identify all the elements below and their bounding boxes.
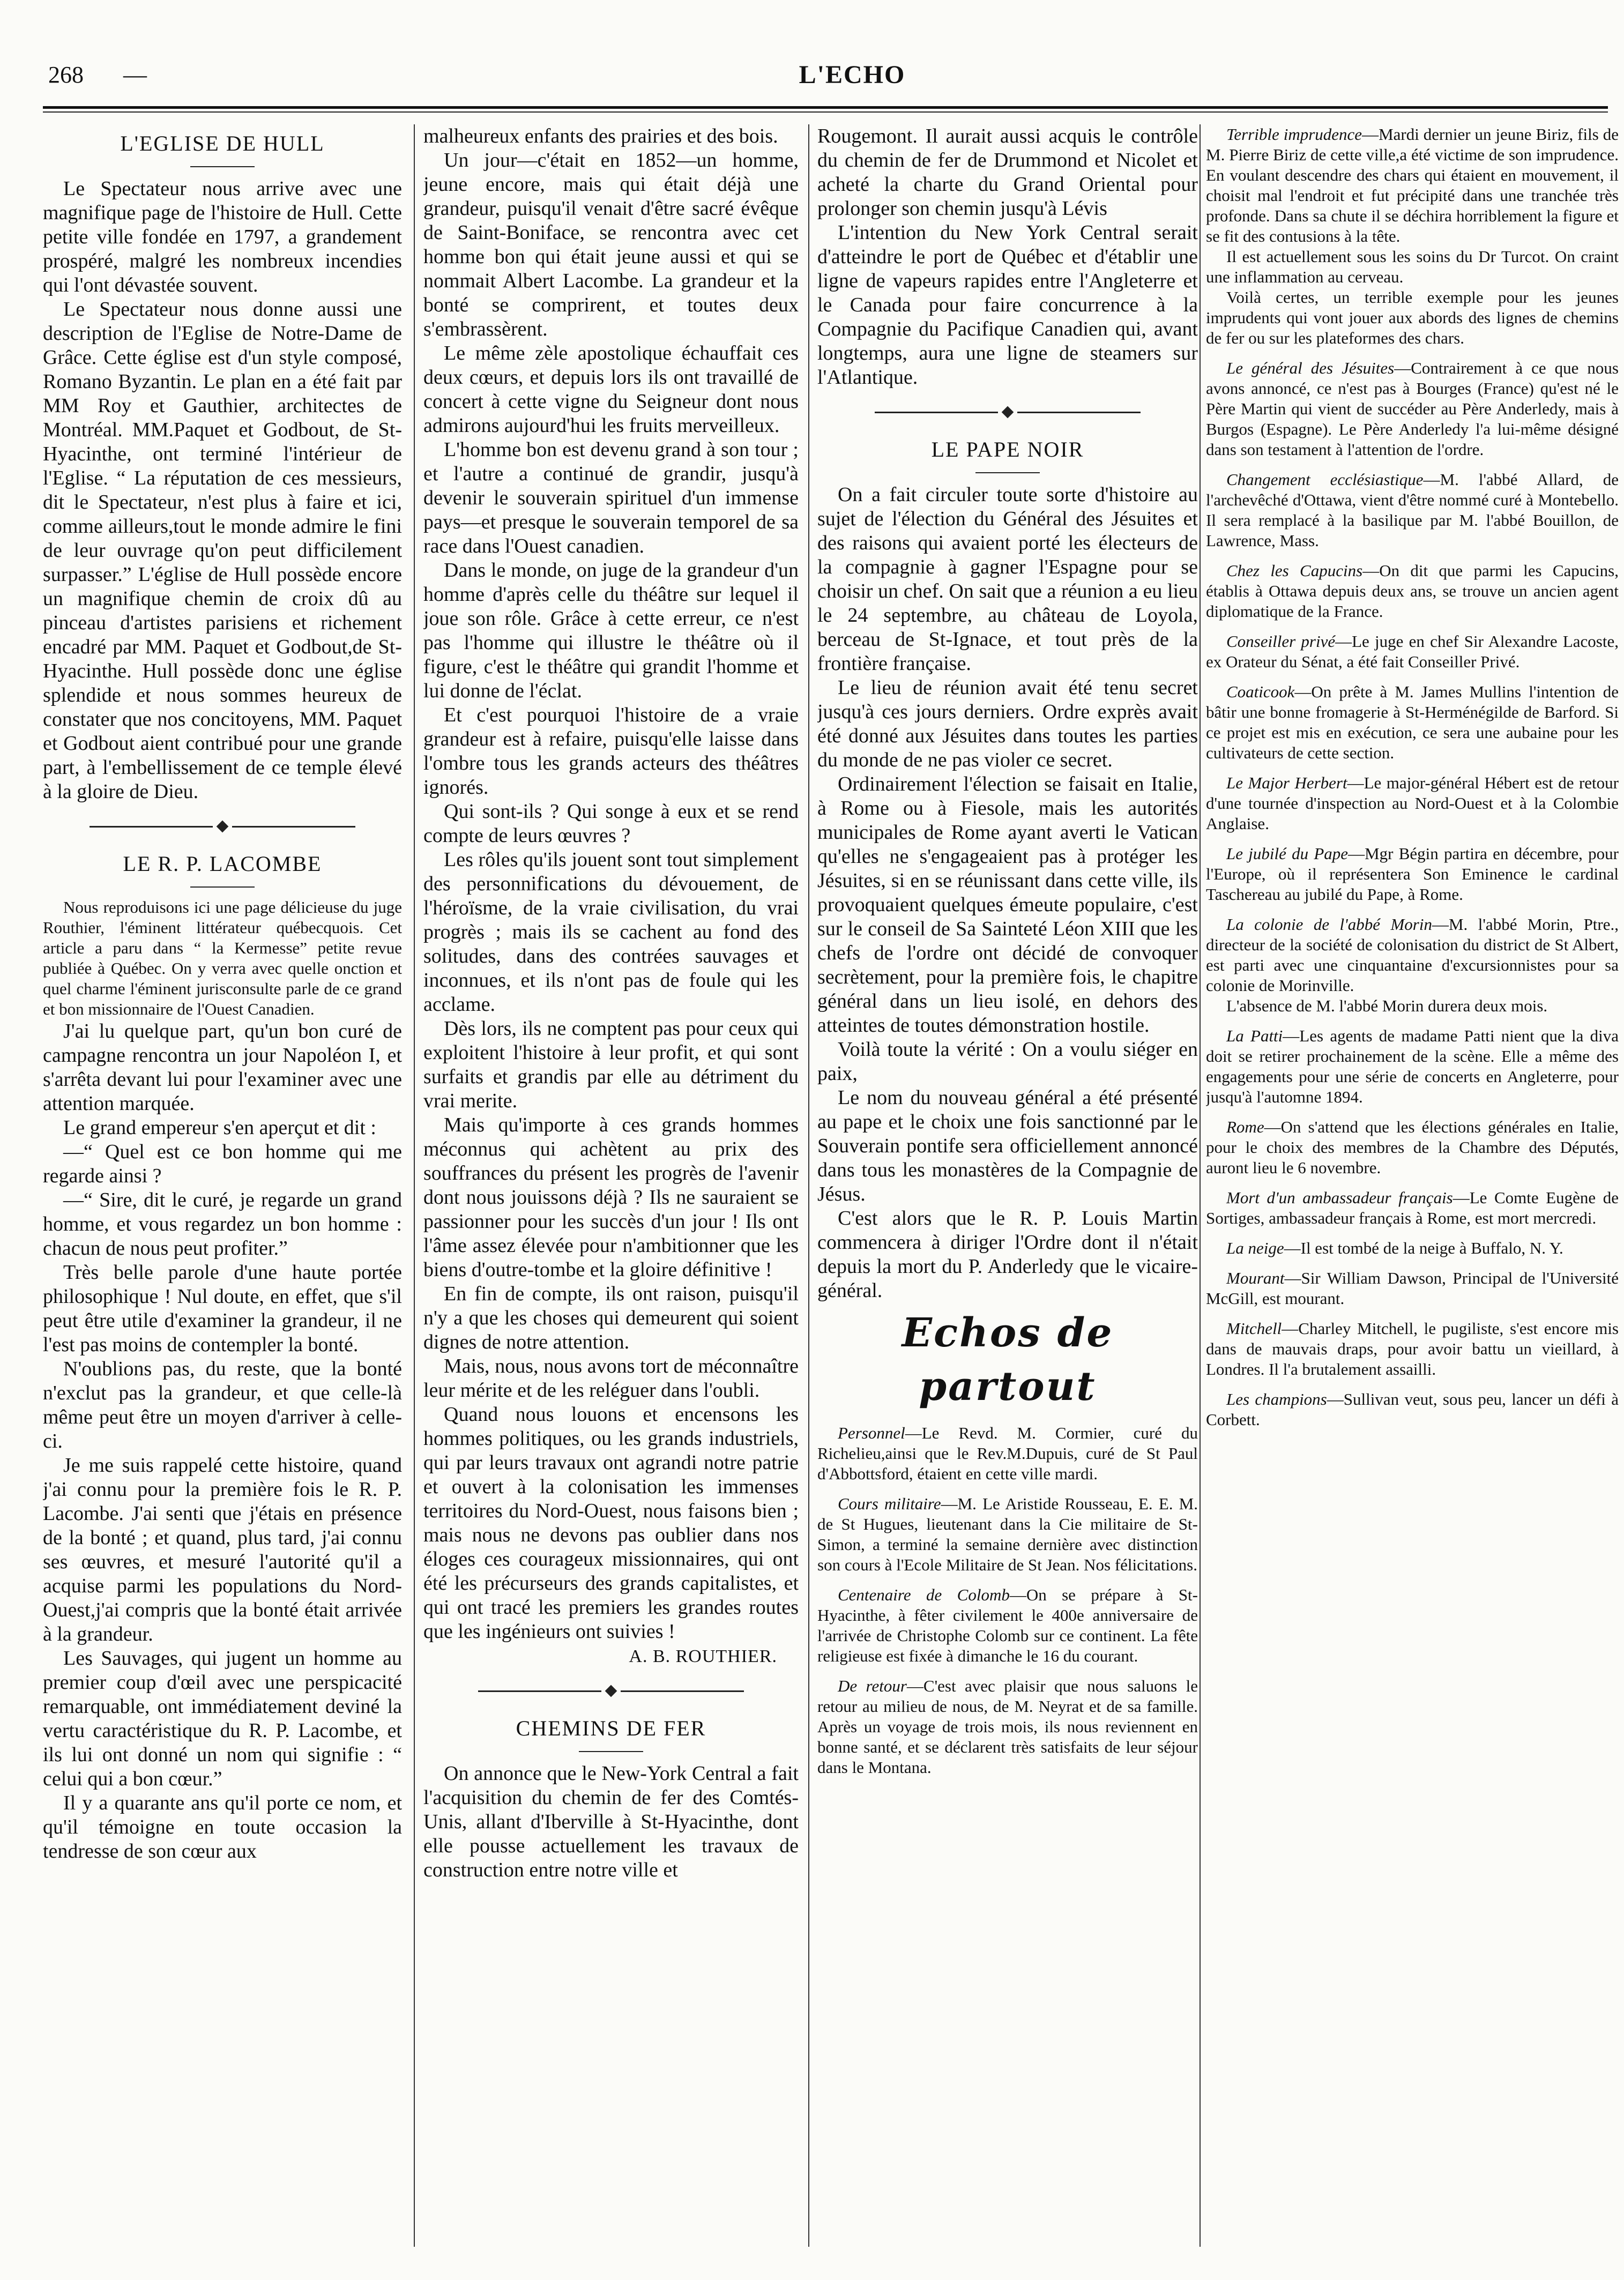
echos-title: Echos de partout: [902, 1310, 1114, 1410]
paragraph: Il y a quarante ans qu'il porte ce nom, et qu'il témoigne en toute occasion la tendresse de son cœur aux: [43, 1792, 402, 1862]
paragraph: On a fait circuler toute sorte d'histoire au sujet de l'élection du Général des Jésuites et des raisons qui avaient porté les électeurs de la compagnie à gagner l'Espagne pour se choisir un chef. On sait que a réunion a eu lieu le 24 septembre, au château de Loyola, berceau de St-Ignace, et tout près de la frontière française.: [817, 483, 1198, 675]
article-title-hull: L'EGLISE DE HULL: [120, 131, 325, 155]
news-item: La Patti—Les agents de madame Patti nient que la diva doit se retirer prochainement de la scène. Elle a même des engagements pour une série de concerts en Angleterre, pour jusqu'à l'automne 1894.: [1206, 1026, 1619, 1106]
paragraph: En fin de compte, ils ont raison, puisqu'il n'y a que les choses qui demeurent qui soient dignes de notre attention.: [423, 1283, 799, 1353]
header-rule-thin: [43, 111, 1608, 113]
paragraph: Le grand empereur s'en aperçut et dit :: [63, 1116, 376, 1139]
news-item: Coaticook—On prête à M. James Mullins l'intention de bâtir une bonne fromagerie à St-Herménégilde de Barford. Si ce projet est mis en exécution, ce sera une aubaine pour les cultivateurs de cette section.: [1206, 682, 1619, 762]
page-header: [43, 59, 1608, 107]
paragraph: Qui sont-ils ? Qui songe à eux et se rend compte de leurs œuvres ?: [423, 800, 799, 847]
paragraph: Voilà toute la vérité : On a voulu siéger en paix,: [817, 1038, 1198, 1085]
news-item: Mitchell—Charley Mitchell, le pugiliste, s'est encore mis dans de mauvais draps, pour avoir battu un vieillard, à Londres. Il l'a brutalement assailli.: [1206, 1319, 1619, 1379]
news-item: Mourant—Sir William Dawson, Principal de l'Université McGill, est mourant.: [1206, 1269, 1619, 1308]
paragraph: Dans le monde, on juge de la grandeur d'un homme d'après celle du théâtre sur lequel il joue son rôle. Grâce à cette erreur, ce n'est pas l'homme qui illustre le théâtre où il figure, c'est le théâtre qui grandit l'homme et lui donne de l'éclat.: [423, 559, 799, 702]
section-ornament: [43, 810, 402, 843]
article-signature: A. B. ROUTHIER.: [629, 1646, 777, 1666]
news-item: Personnel—Le Revd. M. Cormier, curé du Richelieu,ainsi que le Rev.M.Dupuis, curé de St Paul d'Abbottsford, étaient en cette ville mardi.: [817, 1424, 1198, 1483]
header-rule: [43, 106, 1608, 109]
paragraph: Les Sauvages, qui jugent un homme au premier coup d'œil avec une perspicacité remarquable, ont immédiatement deviné la vertu caractéristique du R. P. Lacombe, et ils lui ont donné un nom qui signifie : “ celui qui a bon cœur.”: [43, 1647, 402, 1790]
news-item: Cours militaire—M. Le Aristide Rousseau, E. E. M. de St Hugues, lieutenant dans la Cie militaire de St-Simon, a terminé la semaine dernière avec distinction son cours à l'Ecole Militaire de St Jean. Nos félicitations.: [817, 1494, 1198, 1574]
article-title-chemins: CHEMINS DE FER: [516, 1716, 706, 1740]
paragraph: Très belle parole d'une haute portée philosophique ! Nul doute, en effet, que s'il peut être utile d'examiner la grandeur, il ne l'est pas moins de contempler la bonté.: [43, 1261, 402, 1356]
column-1: [43, 124, 402, 2257]
news-item: La neige—Il est tombé de la neige à Buffalo, N. Y.: [1226, 1239, 1563, 1257]
news-item: Conseiller privé—Le juge en chef Sir Alexandre Lacoste, ex Orateur du Sénat, a été fait Conseiller Privé.: [1206, 632, 1619, 671]
paragraph: Mais, nous, nous avons tort de méconnaître leur mérite et de les reléguer dans l'oubli.: [423, 1355, 799, 1402]
news-item: Changement ecclésiastique—M. l'abbé Allard, de l'archevêché d'Ottawa, vient d'être nommé curé à Montebello. Il sera remplacé à la basilique par M. l'abbé Bouillon, de Lawrence, Mass.: [1206, 470, 1619, 550]
column-divider: [1200, 124, 1201, 2247]
news-item: Le général des Jésuites—Contrairement à ce que nous avons annoncé, ce n'est pas à Bourges (France) qu'est né le Père Martin qui vient de succéder au Père Anderledy, mais à Burgos (Espagne). Le Père Anderledy l'a lui-même désigné dans son testament à l'attention de l'ordre.: [1206, 359, 1619, 459]
header-dash: —: [123, 62, 147, 88]
paragraph: L'intention du New York Central serait d'atteindre le port de Québec et d'établir une ligne de vapeurs rapides entre l'Angleterre et le Canada pour faire concurrence à la Compagnie du Pacifique Canadien qui, avant longtemps, aura une ligne de steamers sur l'Atlantique.: [817, 221, 1198, 389]
paragraph: On annonce que le New-York Central a fait l'acquisition du chemin de fer des Comtés-Unis, allant d'Iberville à St-Hyacinthe, dont elle pousse actuellement les travaux de construction entre notre ville et: [423, 1762, 799, 1881]
paragraph: —“ Sire, dit le curé, je regarde un grand homme, et vous regardez un bon homme : chacun de nous peut profiter.”: [43, 1189, 402, 1260]
title-rule: [190, 166, 255, 167]
news-item: Terrible imprudence—Mardi dernier un jeune Biriz, fils de M. Pierre Biriz de cette ville,a été victime de son imprudence. En voulant descendre des chars qui étaient en mouvement, il choisit mal l'endroit et fut précipité dans une tranchée très profonde. Dans sa chute il se déchira horriblement la figure et se fit des contusions à la tête. Il est actuellement sous les soins du Dr Turcot. On craint une inflammation au cerveau. Voilà certes, un terrible exemple pour les jeunes imprudents qui vont jouer aux abords des lignes de chemins de fer ou sur les plateformes des chars.: [1206, 125, 1619, 347]
column-divider: [808, 124, 809, 2247]
news-item: Les champions—Sullivan veut, sous peu, lancer un défi à Corbett.: [1206, 1390, 1619, 1429]
news-item: Centenaire de Colomb—On se prépare à St-Hyacinthe, à fêter civilement le 400e anniversaire de l'arrivée de Christophe Colomb sur ce continent. La fête religieuse est fixée à dimanche le 16 du courant.: [817, 1585, 1198, 1665]
news-item: De retour—C'est avec plaisir que nous saluons le retour au milieu de nous, de M. Neyrat et de sa famille. Après un voyage de trois mois, ils nous reviennent en bonne santé, et se déclarent très satisfaits de leur séjour dans le Montana.: [817, 1677, 1198, 1777]
paragraph: Dès lors, ils ne comptent pas pour ceux qui exploitent l'histoire à leur profit, et qui sont surfaits et grandis par elle au détriment du vrai merite.: [423, 1017, 799, 1112]
paragraph: C'est alors que le R. P. Louis Martin commencera à diriger l'Ordre dont il n'était depuis la mort du P. Anderledy que le vicaire-général.: [817, 1207, 1198, 1302]
title-rule: [579, 1751, 643, 1752]
column-2: [423, 124, 799, 2257]
article-title-lacombe: LE R. P. LACOMBE: [123, 852, 322, 876]
title-rule: [190, 886, 255, 888]
section-ornament: [817, 396, 1198, 428]
paragraph: Quand nous louons et encensons les hommes politiques, ou les grands industriels, qui par leurs travaux ont agrandi notre patrie et ouvert à la colonisation les immenses territoires du Nord-Ouest, nous faisons bien ; mais nous ne devons pas oublier dans nos éloges ces courageux missionnaires, qui ont été les précurseurs des grands capitalistes, et qui ont tracé les premiers les grandes routes que les ingénieurs ont suivies !: [423, 1403, 799, 1643]
paragraph: J'ai lu quelque part, qu'un bon curé de campagne rencontra un jour Napoléon I, et s'arrêta devant lui pour l'examiner avec une attention marquée.: [43, 1020, 402, 1115]
news-item: Le jubilé du Pape—Mgr Bégin partira en décembre, pour l'Europe, où il représentera Son Eminence le cardinal Taschereau au jubilé du Pape, à Rome.: [1206, 844, 1619, 904]
paragraph: Les rôles qu'ils jouent sont tout simplement des personnifications du dévouement, de l'héroïsme, de la vraie civilisation, du vrai progrès ; mais ils se cachent au fond des solitudes, dans des contrées sauvages et inconnues, et ils n'ont pas de foule qui les acclame.: [423, 848, 799, 1016]
column-3: [817, 124, 1198, 2257]
paragraph: Le Spectateur nous donne aussi une description de l'Eglise de Notre-Dame de Grâce. Cette église est d'un style composé, Romano Byzantin. Le plan en a été fait par MM Roy et Gauthier, architectes de Montréal. MM.Paquet et Godbout, de St-Hyacinthe, ont terminé l'intérieur de l'Eglise. “ La réputation de ces messieurs, dit le Spectateur, n'est plus à faire et ici, comme ailleurs,tout le monde admire le fini de leur ouvrage qu'on peut difficilement surpasser.” L'église de Hull possède encore un magnifique chemin de croix dû au pinceau d'artistes parisiens et richement encadré par MM. Paquet et Godbout,de St-Hyacinthe. Hull possède donc une église splendide et nous sommes heureux de constater que nos concitoyens, MM. Paquet et Godbout aient contribué pour une grande part, à l'embellissement de ce temple élevé à la gloire de Dieu.: [43, 298, 402, 803]
paragraph: L'homme bon est devenu grand à son tour ; et l'autre a continué de grandir, jusqu'à devenir le souverain spirituel d'un immense pays—et presque le souverain temporel de sa race dans l'Ouest canadien.: [423, 438, 799, 557]
paragraph: N'oublions pas, du reste, que la bonté n'exclut pas la grandeur, et que celle-là même peut être un moyen d'arriver à celle-ci.: [43, 1358, 402, 1452]
paragraph: Ordinairement l'élection se faisait en Italie, à Rome ou à Fiesole, mais les autorités municipales de Rome ayant averti le Vatican qu'elles ne s'engageaient pas à protéger les Jésuites, si en se réunissant dans cette ville, ils provoquaient quelques émeute populaire, c'est sur le conseil de Sa Sainteté Léon XIII que les chefs de l'ordre ont décidé de convoquer secrètement, pour la première fois, le chapitre général dans un lieu isolé, en dehors des atteintes de toutes démonstration hostile.: [817, 773, 1198, 1037]
paragraph: malheureux enfants des prairies et des bois.: [423, 125, 778, 147]
news-item: Chez les Capucins—On dit que parmi les Capucins, établis à Ottawa depuis deux ans, se trouve un ancien agent diplomatique de la France.: [1206, 561, 1619, 621]
paragraph: Le nom du nouveau général a été présenté au pape et le choix une fois sanctionné par le Souverain pontife sera officiellement annoncé dans tous les monastères de la Compagnie de Jésus.: [817, 1086, 1198, 1205]
paragraph: Le même zèle apostolique échauffait ces deux cœurs, et depuis lors ils ont travaillé de concert à cette vigne du Seigneur dont nous admirons aujourd'hui les fruits merveilleux.: [423, 342, 799, 437]
page-number: 268: [48, 62, 84, 88]
column-divider: [414, 124, 415, 2247]
article-title-pape: LE PAPE NOIR: [931, 437, 1084, 461]
paragraph: Je me suis rappelé cette histoire, quand j'ai connu pour la première fois le R. P. Lacombe. J'ai senti que j'étais en présence de la bonté ; et quand, plus tard, j'ai connu ses œuvres, et mesuré l'autorité qu'il a acquise parmi les populations du Nord-Ouest,j'ai compris que la bonté était arrivée à la grandeur.: [43, 1454, 402, 1645]
paragraph: Rougemont. Il aurait aussi acquis le contrôle du chemin de fer de Drummond et Nicolet et acheté la charte du Grand Oriental pour prolonger son chemin jusqu'à Lévis: [817, 125, 1198, 220]
paragraph: Le lieu de réunion avait été tenu secret jusqu'à ces jours derniers. Ordre exprès avait été donné aux Jésuites dans toutes les parties du monde de ne pas violer ce secret.: [817, 676, 1198, 771]
news-item: Mort d'un ambassadeur français—Le Comte Eugène de Sortiges, ambassadeur français à Rome, est mort mercredi.: [1206, 1188, 1619, 1227]
article-intro: Nous reproduisons ici une page délicieuse du juge Routhier, l'éminent littérateur québecquois. Cet article a paru dans “ la Kermesse” petite revue publiée à Québec. On y verra avec quelle onction et quel charme l'éminent jurisconsulte parle de ce grand et bon missionnaire de l'Ouest Canadien.: [43, 898, 402, 1018]
paragraph: Mais qu'importe à ces grands hommes méconnus qui achètent au prix des souffrances du présent les progrès de l'avenir dont nous jouissons déjà ? Ils ne sauraient se passionner pour les succès d'un jour ! Ils ont l'âme assez élevée pour n'ambitionner que les biens d'outre-tombe et la gloire définitive !: [423, 1114, 799, 1281]
masthead-title: L'ECHO: [799, 61, 906, 89]
paragraph: Un jour—c'était en 1852—un homme, jeune encore, mais qui était déjà une grandeur, puisqu'il venait d'être sacré évêque de Saint-Boniface, se rencontra avec cet homme bon qui était jeune aussi et qui se nommait Albert Lacombe. La grandeur et la bonté se comprirent, et toutes deux s'embrassèrent.: [423, 149, 799, 340]
news-item: Le Major Herbert—Le major-général Hébert est de retour d'une tournée d'inspection au Nord-Ouest et à la Colombie Anglaise.: [1206, 773, 1619, 833]
column-4: [1206, 124, 1619, 2257]
section-ornament: [423, 1675, 799, 1707]
news-item: La colonie de l'abbé Morin—M. l'abbé Morin, Ptre., directeur de la société de colonisation du district de St Albert, est parti avec une cinquantaine d'excursionnistes pour sa colonie de Morinville. L'absence de M. l'abbé Morin durera deux mois.: [1206, 915, 1619, 1015]
paragraph: —“ Quel est ce bon homme qui me regarde ainsi ?: [43, 1141, 402, 1187]
paragraph: Et c'est pourquoi l'histoire de a vraie grandeur est à refaire, puisqu'elle laisse dans l'ombre tous les grands acteurs des théâtres ignorés.: [423, 704, 799, 799]
title-rule: [975, 472, 1040, 473]
news-item: Rome—On s'attend que les élections générales en Italie, pour le choix des membres de la Chambre des Députés, auront lieu le 6 novembre.: [1206, 1117, 1619, 1177]
paragraph: Le Spectateur nous arrive avec une magnifique page de l'histoire de Hull. Cette petite ville fondée en 1797, a grandement prospéré, malgré les nombreux incendies qui l'ont dévastée souvent.: [43, 177, 402, 296]
